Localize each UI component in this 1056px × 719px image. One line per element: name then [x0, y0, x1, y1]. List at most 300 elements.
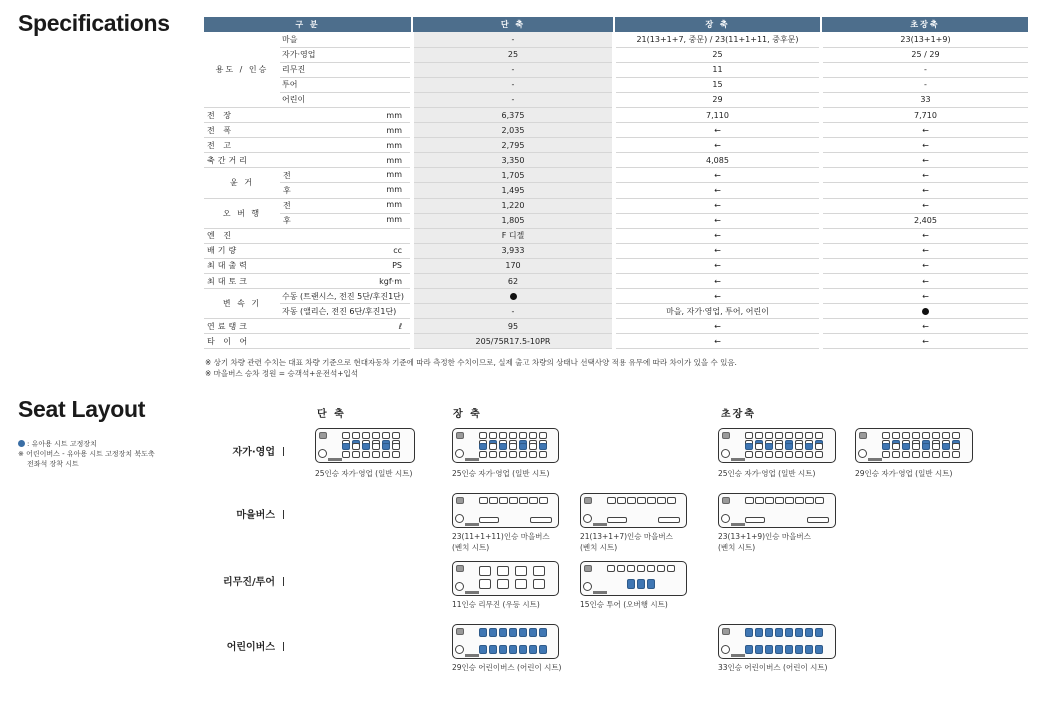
bench-seat-icon [805, 497, 814, 504]
bench-seat-icon [479, 497, 488, 504]
value-cell: - [412, 62, 614, 77]
seat-icon [745, 432, 753, 439]
value-cell: ← [614, 198, 821, 213]
seat-icon [489, 432, 497, 439]
seat-icon [479, 443, 487, 450]
spec-row [204, 243, 1028, 258]
steering-wheel-icon [721, 645, 730, 654]
spec-row [204, 92, 1028, 107]
spec-header-row [204, 17, 1028, 32]
value-cell: 2,035 [412, 123, 614, 138]
seat-icon [539, 432, 547, 439]
steering-wheel-icon [455, 645, 464, 654]
child-seat-icon [489, 645, 497, 654]
unit-label: kgf·m [280, 274, 412, 289]
spec-row [204, 289, 1028, 304]
spec-row [204, 123, 1028, 138]
seat-icon [479, 451, 487, 458]
seat-icon [352, 432, 360, 439]
seat-icon [815, 432, 823, 439]
group-label: 윤 거 [204, 168, 280, 198]
seat-icon [392, 432, 400, 439]
value-cell: ← [614, 123, 821, 138]
child-seat-icon [805, 628, 813, 637]
unit-label [280, 228, 412, 243]
seat-icon [539, 451, 547, 458]
value-cell: 1,705 [412, 168, 614, 183]
door-icon [593, 523, 607, 526]
value-cell: ← [614, 258, 821, 273]
seat-icon [922, 443, 930, 450]
row-label: 엔 진 [204, 228, 280, 243]
value-cell: ← [614, 274, 821, 289]
seat-icon [519, 451, 527, 458]
child-seat-icon [529, 645, 537, 654]
seat-icon [362, 443, 370, 450]
seat-icon [392, 443, 400, 450]
seat-icon [529, 432, 537, 439]
child-seat-icon [755, 645, 763, 654]
sub-label: 전 mm [280, 168, 412, 183]
child-seat-icon [815, 628, 823, 637]
seat-icon [775, 451, 783, 458]
seat-icon [932, 443, 940, 450]
seat-icon [745, 451, 753, 458]
header-category: 구 분 [204, 17, 412, 32]
bus-diagram-kids-33 [718, 624, 836, 659]
value-cell: ← [821, 198, 1028, 213]
seat-icon [627, 579, 635, 589]
seat-icon [815, 451, 823, 458]
seat-icon [372, 432, 380, 439]
seat-icon [509, 443, 517, 450]
value-cell: 1,220 [412, 198, 614, 213]
value-cell: ← [821, 289, 1028, 304]
bench-seat-icon [489, 497, 498, 504]
value-cell: ← [614, 243, 821, 258]
steering-wheel-icon [455, 514, 464, 523]
seat-icon [509, 432, 517, 439]
value-cell: - [412, 92, 614, 107]
caption-short-25: 25인승 자가·영업 (일반 시트) [315, 469, 413, 478]
seat-icon [479, 579, 491, 589]
driver-seat-icon [584, 497, 592, 504]
steering-wheel-icon [858, 449, 867, 458]
seat-icon [952, 451, 960, 458]
caption-xl-29: 29인승 자가·영업 (일반 시트) [855, 469, 953, 478]
bench-seat-icon [499, 497, 508, 504]
value-cell: ← [821, 138, 1028, 153]
steering-wheel-icon [455, 449, 464, 458]
caption-long-25: 25인승 자가·영업 (일반 시트) [452, 469, 550, 478]
seat-icon [509, 451, 517, 458]
door-icon [593, 591, 607, 594]
door-icon [328, 458, 342, 461]
bus-diagram-xl-29 [855, 428, 973, 463]
unit-label: mm [280, 138, 412, 153]
infant-seat-dot-icon [18, 440, 25, 447]
value-cell: 23(13+1+9) [821, 32, 1028, 47]
bench-seat-icon [647, 497, 656, 504]
row-label: 어린이 [280, 92, 412, 107]
caption-kids-29: 29인승 어린이버스 (어린이 시트) [452, 663, 562, 672]
seat-icon [755, 451, 763, 458]
seat-icon [372, 443, 380, 450]
legend-line-3: 전좌석 장착 시트 [27, 460, 79, 468]
value-cell: 25 / 29 [821, 47, 1028, 62]
seat-icon [342, 443, 350, 450]
bus-diagram-village-21 [580, 493, 687, 528]
value-cell: ← [821, 334, 1028, 349]
bench-seat-icon [657, 497, 666, 504]
seat-icon [795, 432, 803, 439]
seat-icon [382, 432, 390, 439]
group-label: 용도 / 인승 [204, 32, 280, 107]
bench-seat-icon [530, 517, 552, 523]
child-seat-icon [479, 645, 487, 654]
spec-table [204, 17, 1028, 349]
value-cell: - [412, 32, 614, 47]
seat-icon [627, 565, 635, 572]
seat-icon [882, 451, 890, 458]
door-icon [731, 458, 745, 461]
unit-label: ℓ [280, 319, 412, 334]
seat-icon [952, 432, 960, 439]
seat-icon [912, 432, 920, 439]
child-seat-icon [529, 628, 537, 637]
value-cell: 170 [412, 258, 614, 273]
bench-seat-icon [539, 497, 548, 504]
seat-icon [932, 451, 940, 458]
driver-seat-icon [859, 432, 867, 439]
unit-label: mm [280, 107, 412, 122]
bus-diagram-tour-15 [580, 561, 687, 596]
bench-seat-icon [607, 497, 616, 504]
seat-icon [912, 443, 920, 450]
spec-row [204, 138, 1028, 153]
seat-icon [932, 432, 940, 439]
seat-icon [352, 451, 360, 458]
bench-seat-icon [745, 517, 765, 523]
row-label: 타 이 어 [204, 334, 280, 349]
driver-seat-icon [456, 432, 464, 439]
group-label: 변 속 기 [204, 289, 280, 319]
seat-icon [795, 443, 803, 450]
dot-icon [510, 293, 517, 300]
caption-village-21: 21(13+1+7)인승 마을버스 (벤치 시트) [580, 532, 673, 552]
legend-line-1: : 유아용 시트 고정장치 [27, 440, 97, 448]
seat-icon [922, 451, 930, 458]
row-label: 연료탱크 [204, 319, 280, 334]
unit-label: PS [280, 258, 412, 273]
spec-row [204, 319, 1028, 334]
value-cell: 1,805 [412, 213, 614, 228]
value-cell: 7,110 [614, 107, 821, 122]
child-seat-icon [795, 645, 803, 654]
seat-icon [755, 432, 763, 439]
driver-seat-icon [722, 432, 730, 439]
specifications-title: Specifications [18, 10, 170, 36]
row-label-private: 자가·영업 [200, 443, 288, 458]
child-seat-icon [745, 645, 753, 654]
value-cell: ← [614, 183, 821, 198]
value-cell: 2,795 [412, 138, 614, 153]
seat-icon [942, 432, 950, 439]
value-cell: ← [614, 138, 821, 153]
child-seat-icon [785, 645, 793, 654]
seat-icon [479, 432, 487, 439]
seat-icon [342, 432, 350, 439]
seat-icon [647, 579, 655, 589]
spec-row [204, 213, 1028, 228]
value-cell: 3,933 [412, 243, 614, 258]
spec-row [204, 47, 1028, 62]
bench-seat-icon [745, 497, 754, 504]
steering-wheel-icon [721, 449, 730, 458]
bench-seat-icon [658, 517, 680, 523]
seat-icon [892, 443, 900, 450]
child-seat-icon [755, 628, 763, 637]
row-label: 전 폭 [204, 123, 280, 138]
bench-seat-icon [509, 497, 518, 504]
value-cell: ← [614, 228, 821, 243]
row-label-kids: 어린이버스 [200, 638, 288, 653]
spec-row [204, 77, 1028, 92]
sub-label: 후 mm [280, 213, 412, 228]
bus-diagram-kids-29 [452, 624, 559, 659]
row-label-limo-tour: 리무진/투어 [200, 573, 288, 588]
seat-icon [372, 451, 380, 458]
seat-icon [765, 443, 773, 450]
seat-icon [892, 432, 900, 439]
bench-seat-icon [785, 497, 794, 504]
bench-seat-icon [755, 497, 764, 504]
spec-row [204, 107, 1028, 122]
value-cell [412, 289, 614, 304]
bench-seat-icon [815, 497, 824, 504]
bench-seat-icon [627, 497, 636, 504]
seat-icon [515, 566, 527, 576]
bench-seat-icon [637, 497, 646, 504]
child-seat-icon [489, 628, 497, 637]
seat-icon [657, 565, 665, 572]
value-cell: ← [614, 334, 821, 349]
door-icon [731, 654, 745, 657]
door-icon [465, 458, 479, 461]
seat-icon [765, 451, 773, 458]
row-label: 수동 (트랜시스, 전진 5단/후진1단) [280, 289, 412, 304]
header-extra-long: 초장축 [821, 17, 1028, 32]
value-cell: - [821, 62, 1028, 77]
seat-icon [785, 451, 793, 458]
seat-icon [805, 432, 813, 439]
seat-icon [499, 451, 507, 458]
value-cell [821, 304, 1028, 319]
header-long: 장 축 [614, 17, 821, 32]
spec-row [204, 62, 1028, 77]
seat-icon [497, 566, 509, 576]
value-cell: ← [821, 258, 1028, 273]
row-label: 최대출력 [204, 258, 280, 273]
seat-icon [607, 565, 615, 572]
bench-seat-icon [765, 497, 774, 504]
bus-diagram-xl-25 [718, 428, 836, 463]
value-cell: 마을, 자가·영업, 투어, 어린이 [614, 304, 821, 319]
value-cell: 1,495 [412, 183, 614, 198]
value-cell: 7,710 [821, 107, 1028, 122]
value-cell: 95 [412, 319, 614, 334]
bench-seat-icon [617, 497, 626, 504]
spec-row [204, 334, 1028, 349]
value-cell: 4,085 [614, 153, 821, 168]
seat-icon [352, 443, 360, 450]
legend [18, 439, 155, 469]
steering-wheel-icon [721, 514, 730, 523]
bus-diagram-limo-11 [452, 561, 559, 596]
seat-icon [362, 451, 370, 458]
row-label: 투어 [280, 77, 412, 92]
caption-village-23: 23(11+1+11)인승 마을버스 (벤치 시트) [452, 532, 550, 552]
spec-row [204, 183, 1028, 198]
seat-icon [617, 565, 625, 572]
seat-icon [382, 451, 390, 458]
row-label: 축간거리 [204, 153, 280, 168]
seat-icon [902, 443, 910, 450]
seat-layout-title: Seat Layout [18, 396, 146, 422]
door-icon [465, 591, 479, 594]
driver-seat-icon [456, 497, 464, 504]
seat-icon [637, 579, 645, 589]
seat-icon [342, 451, 350, 458]
group-label: 오 버 행 [204, 198, 280, 228]
seat-icon [499, 432, 507, 439]
seat-icon [785, 443, 793, 450]
caption-xl-25: 25인승 자가·영업 (일반 시트) [718, 469, 816, 478]
seat-icon [362, 432, 370, 439]
seat-icon [533, 566, 545, 576]
child-seat-icon [519, 645, 527, 654]
spec-note-2: ※ 마을버스 승차 정원 = 승객석+운전석+입석 [205, 369, 358, 378]
value-cell: ← [821, 168, 1028, 183]
seat-icon [533, 579, 545, 589]
child-seat-icon [795, 628, 803, 637]
seat-icon [882, 443, 890, 450]
unit-label [280, 334, 412, 349]
door-icon [868, 458, 882, 461]
seat-icon [637, 565, 645, 572]
value-cell: 2,405 [821, 213, 1028, 228]
seat-icon [489, 443, 497, 450]
unit-label: cc [280, 243, 412, 258]
legend-line-2: ※ 어린이버스 - 유아용 시트 고정장치 북도축 [18, 450, 155, 458]
driver-seat-icon [722, 497, 730, 504]
bench-seat-icon [519, 497, 528, 504]
row-label-village: 마을버스 [200, 506, 288, 521]
driver-seat-icon [456, 565, 464, 572]
value-cell: ← [821, 274, 1028, 289]
spec-row [204, 258, 1028, 273]
value-cell: 62 [412, 274, 614, 289]
row-label: 자동 (앨리슨, 전진 6단/후진1단) [280, 304, 412, 319]
value-cell: ← [614, 168, 821, 183]
child-seat-icon [479, 628, 487, 637]
child-seat-icon [539, 628, 547, 637]
unit-label: mm [280, 123, 412, 138]
seat-icon [382, 443, 390, 450]
value-cell: 29 [614, 92, 821, 107]
door-icon [731, 523, 745, 526]
child-seat-icon [765, 645, 773, 654]
door-icon [465, 523, 479, 526]
seat-icon [392, 451, 400, 458]
seat-icon [805, 451, 813, 458]
seat-icon [922, 432, 930, 439]
bench-seat-icon [775, 497, 784, 504]
seat-icon [815, 443, 823, 450]
caption-limo-11: 11인승 리무진 (우등 시트) [452, 600, 540, 609]
value-cell: ← [821, 123, 1028, 138]
seat-icon [497, 579, 509, 589]
steering-wheel-icon [318, 449, 327, 458]
value-cell: ← [821, 319, 1028, 334]
seat-icon [902, 432, 910, 439]
value-cell: - [412, 77, 614, 92]
steering-wheel-icon [455, 582, 464, 591]
caption-kids-33: 33인승 어린이버스 (어린이 시트) [718, 663, 828, 672]
col-head-long: 장 축 [453, 409, 482, 420]
value-cell: 205/75R17.5-10PR [412, 334, 614, 349]
child-seat-icon [815, 645, 823, 654]
child-seat-icon [519, 628, 527, 637]
value-cell: - [821, 77, 1028, 92]
row-label: 최대토크 [204, 274, 280, 289]
row-label: 전 장 [204, 107, 280, 122]
child-seat-icon [775, 645, 783, 654]
row-label: 리무진 [280, 62, 412, 77]
bus-diagram-long-25 [452, 428, 559, 463]
child-seat-icon [785, 628, 793, 637]
value-cell: ← [821, 153, 1028, 168]
spec-row [204, 32, 1028, 47]
seat-icon [805, 443, 813, 450]
bus-diagram-short-25 [315, 428, 415, 463]
value-cell: ← [614, 213, 821, 228]
value-cell: - [412, 304, 614, 319]
value-cell: 15 [614, 77, 821, 92]
steering-wheel-icon [583, 514, 592, 523]
sub-label: 전 mm [280, 198, 412, 213]
value-cell: 11 [614, 62, 821, 77]
spec-note-1: ※ 상기 차량 관련 수치는 대표 차량 기준으로 현대자동차 기준에 따라 측정한 수치이므로, 실제 출고 차량의 상태나 선택사양 적용 유무에 따라 차이가 있을 수 있음. [205, 358, 737, 367]
value-cell: ← [821, 183, 1028, 198]
child-seat-icon [499, 628, 507, 637]
seat-icon [529, 443, 537, 450]
seat-icon [902, 451, 910, 458]
seat-icon [647, 565, 655, 572]
spec-row [204, 274, 1028, 289]
spec-row [204, 153, 1028, 168]
value-cell: 25 [614, 47, 821, 62]
spec-row [204, 228, 1028, 243]
bus-diagram-village-23 [452, 493, 559, 528]
seat-icon [499, 443, 507, 450]
seat-icon [942, 451, 950, 458]
bench-seat-icon [667, 497, 676, 504]
child-seat-icon [775, 628, 783, 637]
sub-label: 후 mm [280, 183, 412, 198]
col-head-extra-long: 초장축 [721, 409, 756, 420]
seat-icon [515, 579, 527, 589]
